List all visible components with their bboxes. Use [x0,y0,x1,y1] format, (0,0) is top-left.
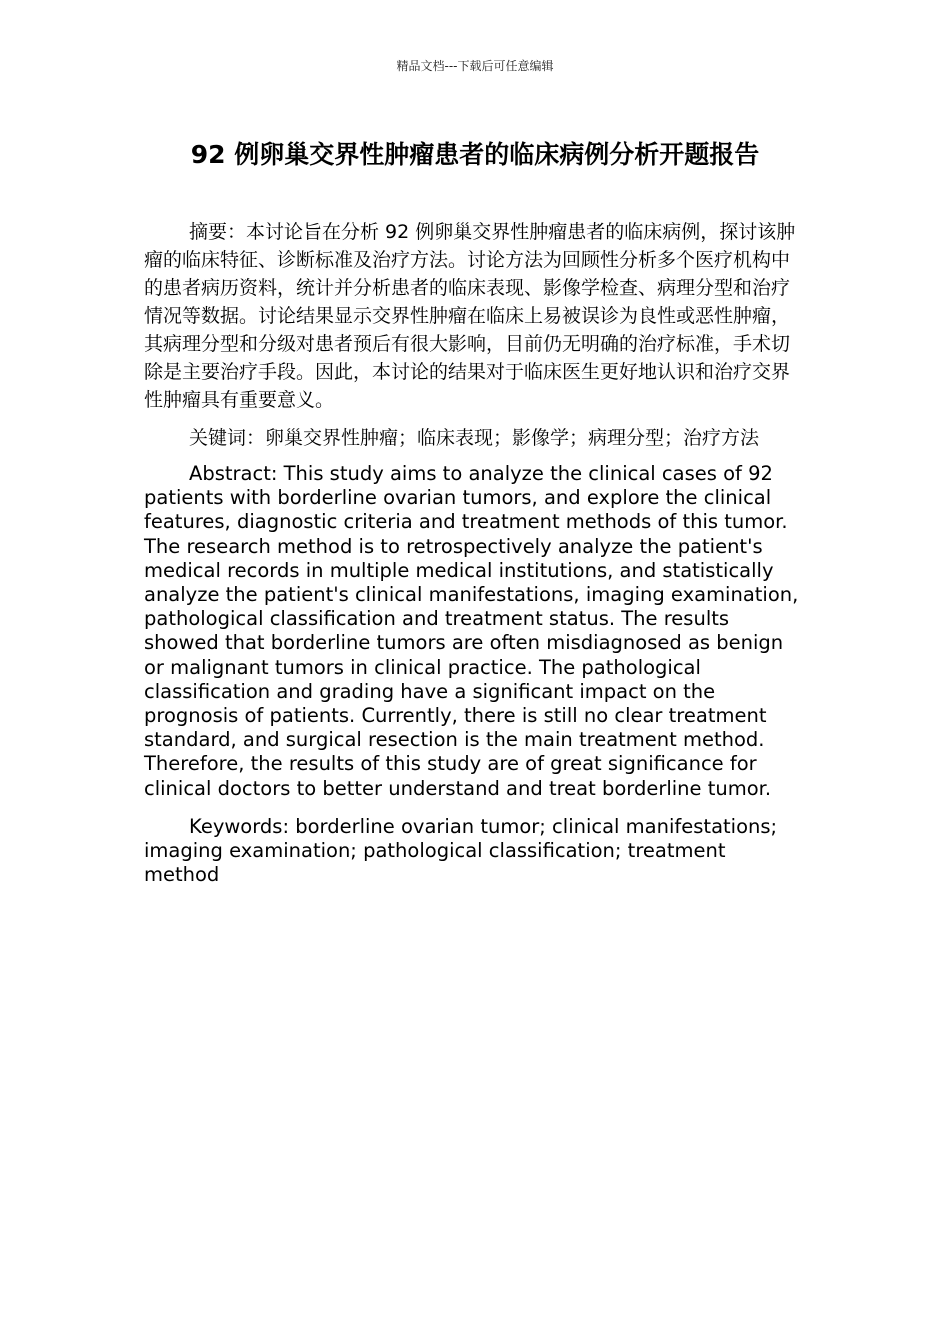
abstract-chinese: 摘要：本讨论旨在分析 92 例卵巢交界性肿瘤患者的临床病例，探讨该肿瘤的临床特征、诊断标准及治疗方法。讨论方法为回顾性分析多个医疗机构中的患者病历资料，统计并分析患者的临床表现、影像学检查、病理分型和治疗情况等数据。讨论结果显示交界性肿瘤在临床上易被误诊为良性或恶性肿瘤，其病理分型和分级对患者预后有很大影响，目前仍无明确的治疗标准，手术切除是主要治疗手段。因此，本讨论的结果对于临床医生更好地认识和治疗交界性肿瘤具有重要意义。 [144,221,796,411]
document-body [144,218,806,901]
keywords-english: Keywords: borderline ovarian tumor; clinical manifestations; imaging examination; pathological classification; treatment method [144,814,778,887]
abstract-english: Abstract: This study aims to analyze the clinical cases of 92 patients with borderline ovarian tumors, and explore the clinical features, diagnostic criteria and treatment methods of this tumor. The research method is to retrospectively analyze the patient's medical records in multiple medical institutions, and statistically analyze the patient's clinical manifestations, imaging examination, pathological classification and treatment status. The results showed that borderline tumors are often misdiagnosed as benign or malignant tumors in clinical practice. The pathological classification and grading have a significant impact on the prognosis of patients. Currently, there is still no clear treatment standard, and surgical resection is the main treatment method. Therefore, the results of this study are of great significance for clinical doctors to better understand and treat borderline tumor. [144,462,799,800]
keywords-chinese: 关键词：卵巢交界性肿瘤；临床表现；影像学；病理分型；治疗方法 [189,427,760,449]
document-title: 92 例卵巢交界性肿瘤患者的临床病例分析开题报告 [190,140,760,169]
header-note: 精品文档---下载后可任意编辑 [396,59,554,73]
